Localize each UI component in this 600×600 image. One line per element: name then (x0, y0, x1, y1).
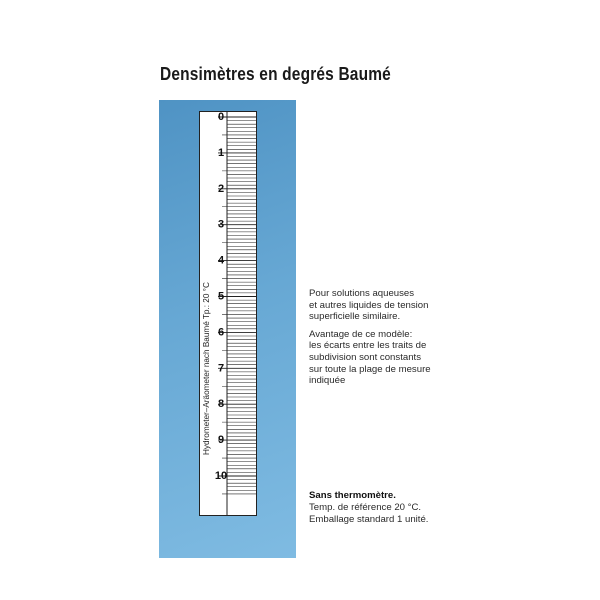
scale-number: 6 (217, 326, 225, 339)
description-line: indiquée (309, 375, 346, 387)
scale-vertical-label: Hydrometer–Aräometer nach Baumé Tp.: 20 °C (202, 282, 211, 455)
scale-number: 5 (217, 290, 225, 303)
description-paragraph-2 (309, 329, 459, 387)
scale-number: 9 (217, 434, 225, 447)
description-paragraph-1 (309, 288, 459, 323)
scale-number: 1 (217, 146, 225, 159)
scale-number: 10 (214, 470, 228, 482)
specs-heading: Sans thermomètre. (309, 490, 396, 501)
description-line: Pour solutions aqueuses (309, 288, 415, 299)
scale-number: 4 (217, 254, 225, 267)
product-specs (309, 490, 469, 526)
product-description (309, 288, 459, 393)
specs-reference-temperature: Temp. de référence 20 °C. (309, 502, 422, 513)
scale-number: 3 (217, 218, 225, 231)
specs-packaging: Emballage standard 1 unité. (309, 514, 429, 525)
description-line: et autres liquides de tension (309, 299, 429, 311)
scale-number: 0 (217, 111, 225, 123)
description-line: Avantage de ce modèle: (309, 328, 413, 340)
scale-number: 2 (217, 182, 225, 195)
scale-number: 8 (217, 398, 225, 411)
hydrometer-scale (199, 111, 257, 516)
description-line: subdivision sont constants (309, 351, 421, 363)
description-line: les écarts entre les traits de (309, 340, 427, 352)
description-line: sur toute la plage de mesure (309, 363, 431, 375)
description-line: superficielle similaire. (309, 311, 401, 323)
page-title: Densimètres en degrés Baumé (160, 64, 391, 84)
scale-number: 7 (217, 362, 225, 375)
hydrometer-scale-drawing (199, 111, 257, 516)
